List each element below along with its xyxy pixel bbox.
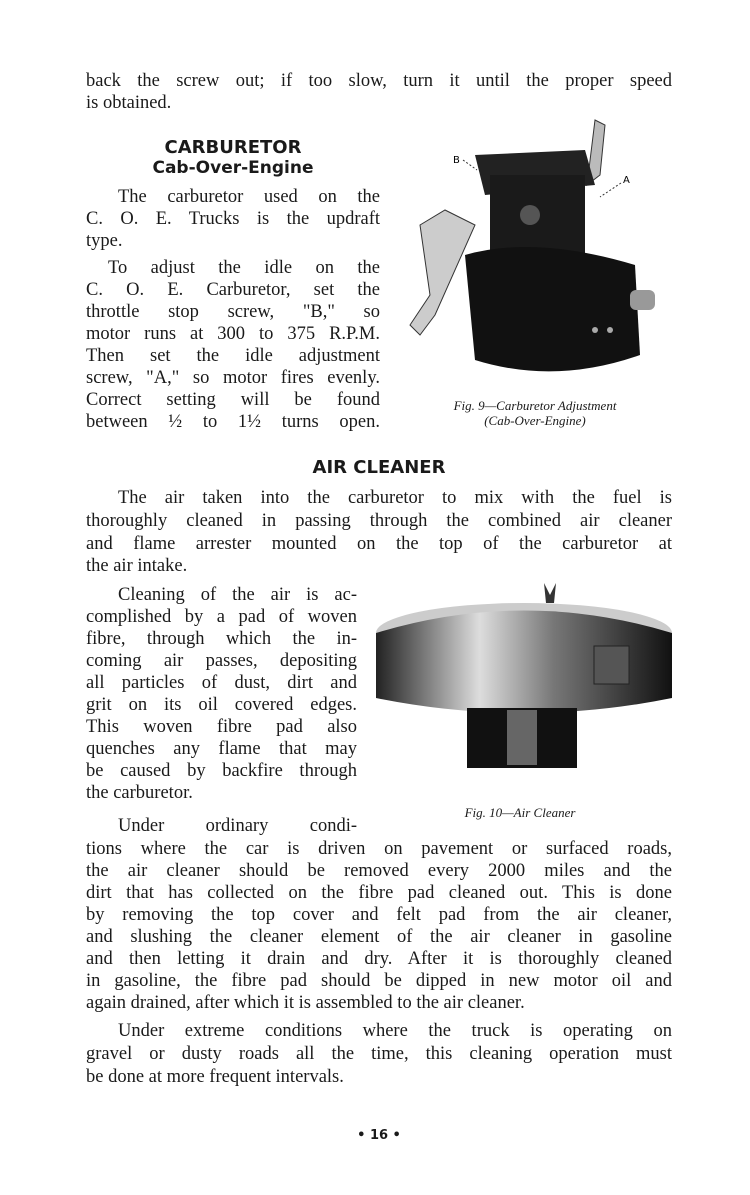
text-line: again drained, after which it is assembled to the air cleaner.: [86, 993, 525, 1013]
section-subheading: Cab-Over-Engine: [152, 158, 314, 178]
text-line: tions where the car is driven on pavement or surfaced roads,: [86, 839, 672, 859]
label-b: B: [453, 155, 460, 166]
section-heading-carburetor: CARBURETOR: [164, 137, 302, 158]
text-line: grit on its oil covered edges.: [86, 695, 357, 715]
text-line: Under extreme conditions where the truck is operating on: [118, 1021, 672, 1041]
text-line: Cleaning of the air is ac-: [118, 585, 357, 605]
text-line: type.: [86, 231, 123, 251]
text-line: in gasoline, the fibre pad should be dipped in new motor oil and: [86, 971, 672, 991]
carburetor-figure: [395, 115, 680, 390]
label-a: A: [623, 175, 630, 186]
text-line: The carburetor used on the: [118, 187, 380, 207]
text-line: C. O. E. Carburetor, set the: [86, 280, 380, 300]
text-line: screw, "A," so motor fires evenly.: [86, 368, 380, 388]
air-cleaner-figure: [372, 578, 677, 778]
text-line: This woven fibre pad also: [86, 717, 357, 737]
text-line: To adjust the idle on the: [108, 258, 380, 278]
text-line: by removing the top cover and felt pad from the air cleaner,: [86, 905, 672, 925]
text-line: gravel or dusty roads all the time, this cleaning operation must: [86, 1044, 672, 1064]
text-line: and flame arrester mounted on the top of the carburetor at: [86, 534, 672, 554]
text-line: complished by a pad of woven: [86, 607, 357, 627]
text-line: The air taken into the carburetor to mix with the fuel is: [118, 488, 672, 508]
section-heading-air-cleaner: AIR CLEANER: [312, 457, 446, 478]
text-line: thoroughly cleaned in passing through the combined air cleaner: [86, 511, 672, 531]
page-number: • 16 •: [357, 1128, 401, 1143]
text-line: be done at more frequent intervals.: [86, 1067, 344, 1087]
text-line: the carburetor.: [86, 783, 193, 803]
figure-caption: (Cab-Over-Engine): [484, 413, 586, 428]
text-line: and then letting it drain and dry. After it is thoroughly cleaned: [86, 949, 672, 969]
text-line: Then set the idle adjustment: [86, 346, 380, 366]
text-line: and slushing the cleaner element of the air cleaner in gasoline: [86, 927, 672, 947]
text-line: throttle stop screw, "B," so: [86, 302, 380, 322]
text-line: is obtained.: [86, 93, 172, 113]
text-line: back the screw out; if too slow, turn it until the proper speed: [86, 71, 672, 91]
text-line: fibre, through which the in-: [86, 629, 357, 649]
text-line: be caused by backfire through: [86, 761, 357, 781]
text-line: dirt that has collected on the fibre pad cleaned out. This is done: [86, 883, 672, 903]
text-line: quenches any flame that may: [86, 739, 357, 759]
text-line: all particles of dust, dirt and: [86, 673, 357, 693]
text-line: the air cleaner should be removed every 2000 miles and the: [86, 861, 672, 881]
text-line: Correct setting will be found: [86, 390, 380, 410]
text-line: motor runs at 300 to 375 R.P.M.: [86, 324, 380, 344]
text-line: Under ordinary condi-: [118, 816, 357, 836]
figure-caption: Fig. 10—Air Cleaner: [464, 805, 576, 820]
figure-caption: Fig. 9—Carburetor Adjustment: [453, 398, 617, 413]
text-line: the air intake.: [86, 556, 188, 576]
text-line: coming air passes, depositing: [86, 651, 357, 671]
text-line: between ½ to 1½ turns open.: [86, 412, 380, 432]
text-line: C. O. E. Trucks is the updraft: [86, 209, 380, 229]
